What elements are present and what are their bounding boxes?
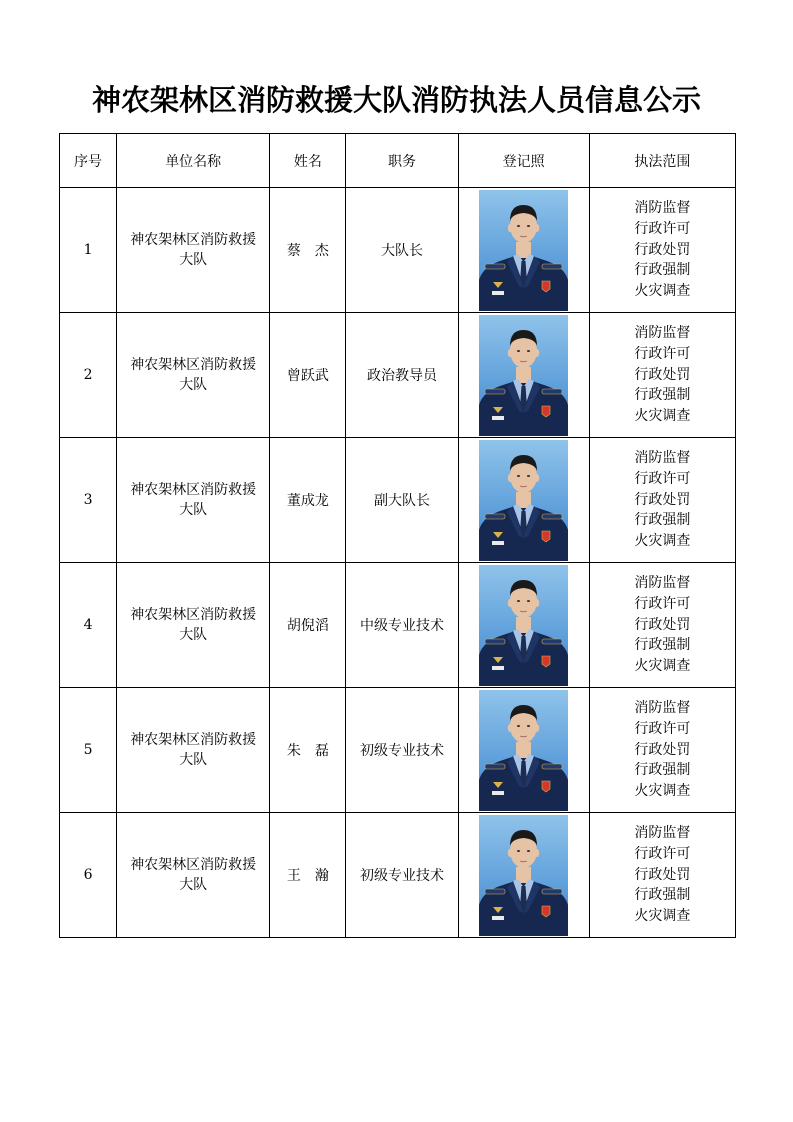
row-title: 政治教导员 <box>346 313 458 438</box>
row-unit-cell <box>117 563 270 688</box>
scope-item: 行政处罚 <box>634 741 691 758</box>
row-name: 朱 磊 <box>270 688 346 813</box>
scope-item: 火灾调查 <box>634 408 691 425</box>
scope-item: 行政处罚 <box>634 866 691 883</box>
personnel-table <box>59 133 736 938</box>
scope-item: 行政强制 <box>634 512 691 529</box>
row-seq: 3 <box>60 438 117 563</box>
row-scope-cell <box>589 188 735 313</box>
row-scope-cell <box>589 438 735 563</box>
scope-item: 行政处罚 <box>634 241 691 258</box>
scope-item: 行政许可 <box>634 845 691 862</box>
row-photo-cell <box>458 188 589 313</box>
table-row <box>60 313 736 438</box>
row-seq: 1 <box>60 188 117 313</box>
header-scope: 执法范围 <box>589 134 735 188</box>
row-unit-cell <box>117 188 270 313</box>
scope-item: 行政强制 <box>634 387 691 404</box>
registration-photo <box>479 315 568 436</box>
row-photo-cell <box>458 563 589 688</box>
table-row <box>60 688 736 813</box>
row-photo-cell <box>458 813 589 938</box>
scope-item: 行政强制 <box>634 637 691 654</box>
page-title: 神农架林区消防救援大队消防执法人员信息公示 <box>91 83 701 117</box>
scope-item: 行政许可 <box>634 345 691 362</box>
scope-list <box>634 573 690 677</box>
row-name: 蔡 杰 <box>270 188 346 313</box>
header-unit: 单位名称 <box>117 134 270 188</box>
registration-photo <box>479 690 568 811</box>
row-seq: 4 <box>60 563 117 688</box>
registration-photo <box>479 815 568 936</box>
scope-item: 行政处罚 <box>634 366 691 383</box>
scope-list <box>634 448 690 552</box>
registration-photo <box>479 190 568 311</box>
row-title: 初级专业技术 <box>346 813 458 938</box>
header-name: 姓名 <box>270 134 346 188</box>
registration-photo <box>479 440 568 561</box>
row-name: 胡倪滔 <box>270 563 346 688</box>
scope-list <box>634 823 690 927</box>
row-unit: 神农架林区消防救援大队 <box>130 607 257 643</box>
table-row <box>60 188 736 313</box>
row-unit: 神农架林区消防救援大队 <box>130 357 257 393</box>
row-name: 王 瀚 <box>270 813 346 938</box>
row-scope-cell <box>589 813 735 938</box>
row-unit-cell <box>117 688 270 813</box>
registration-photo <box>479 565 568 686</box>
row-unit-cell <box>117 813 270 938</box>
row-photo-cell <box>458 438 589 563</box>
row-seq: 5 <box>60 688 117 813</box>
row-scope-cell <box>589 313 735 438</box>
header-photo: 登记照 <box>458 134 589 188</box>
scope-list <box>634 323 690 427</box>
row-name: 董成龙 <box>270 438 346 563</box>
table-row <box>60 813 736 938</box>
row-name: 曾跃武 <box>270 313 346 438</box>
scope-item: 行政强制 <box>634 762 691 779</box>
scope-item: 火灾调查 <box>634 783 691 800</box>
row-unit: 神农架林区消防救援大队 <box>130 482 257 518</box>
scope-item: 行政处罚 <box>634 616 691 633</box>
header-seq: 序号 <box>60 134 117 188</box>
scope-item: 行政强制 <box>634 887 691 904</box>
scope-item: 火灾调查 <box>634 283 691 300</box>
table-row <box>60 563 736 688</box>
scope-item: 消防监督 <box>634 200 691 216</box>
row-unit-cell <box>117 313 270 438</box>
row-scope-cell <box>589 688 735 813</box>
scope-list <box>634 698 690 802</box>
scope-item: 消防监督 <box>634 325 691 341</box>
table-row <box>60 438 736 563</box>
row-photo-cell <box>458 313 589 438</box>
row-unit: 神农架林区消防救援大队 <box>130 232 257 268</box>
scope-item: 火灾调查 <box>634 533 691 550</box>
row-scope-cell <box>589 563 735 688</box>
scope-item: 消防监督 <box>634 700 691 716</box>
row-title: 中级专业技术 <box>346 563 458 688</box>
header-title: 职务 <box>346 134 458 188</box>
row-unit: 神农架林区消防救援大队 <box>130 857 257 893</box>
row-seq: 6 <box>60 813 117 938</box>
scope-item: 行政许可 <box>634 220 691 237</box>
table-header-row <box>60 134 736 188</box>
scope-list <box>634 198 690 302</box>
scope-item: 行政处罚 <box>634 491 691 508</box>
scope-item: 行政许可 <box>634 470 691 487</box>
row-unit-cell <box>117 438 270 563</box>
scope-item: 行政许可 <box>634 595 691 612</box>
scope-item: 火灾调查 <box>634 908 691 925</box>
scope-item: 行政许可 <box>634 720 691 737</box>
scope-item: 消防监督 <box>634 825 691 841</box>
row-title: 副大队长 <box>346 438 458 563</box>
row-title: 初级专业技术 <box>346 688 458 813</box>
row-title: 大队长 <box>346 188 458 313</box>
row-seq: 2 <box>60 313 117 438</box>
scope-item: 火灾调查 <box>634 658 691 675</box>
scope-item: 消防监督 <box>634 450 691 466</box>
row-photo-cell <box>458 688 589 813</box>
scope-item: 行政强制 <box>634 262 691 279</box>
row-unit: 神农架林区消防救援大队 <box>130 732 257 768</box>
scope-item: 消防监督 <box>634 575 691 591</box>
